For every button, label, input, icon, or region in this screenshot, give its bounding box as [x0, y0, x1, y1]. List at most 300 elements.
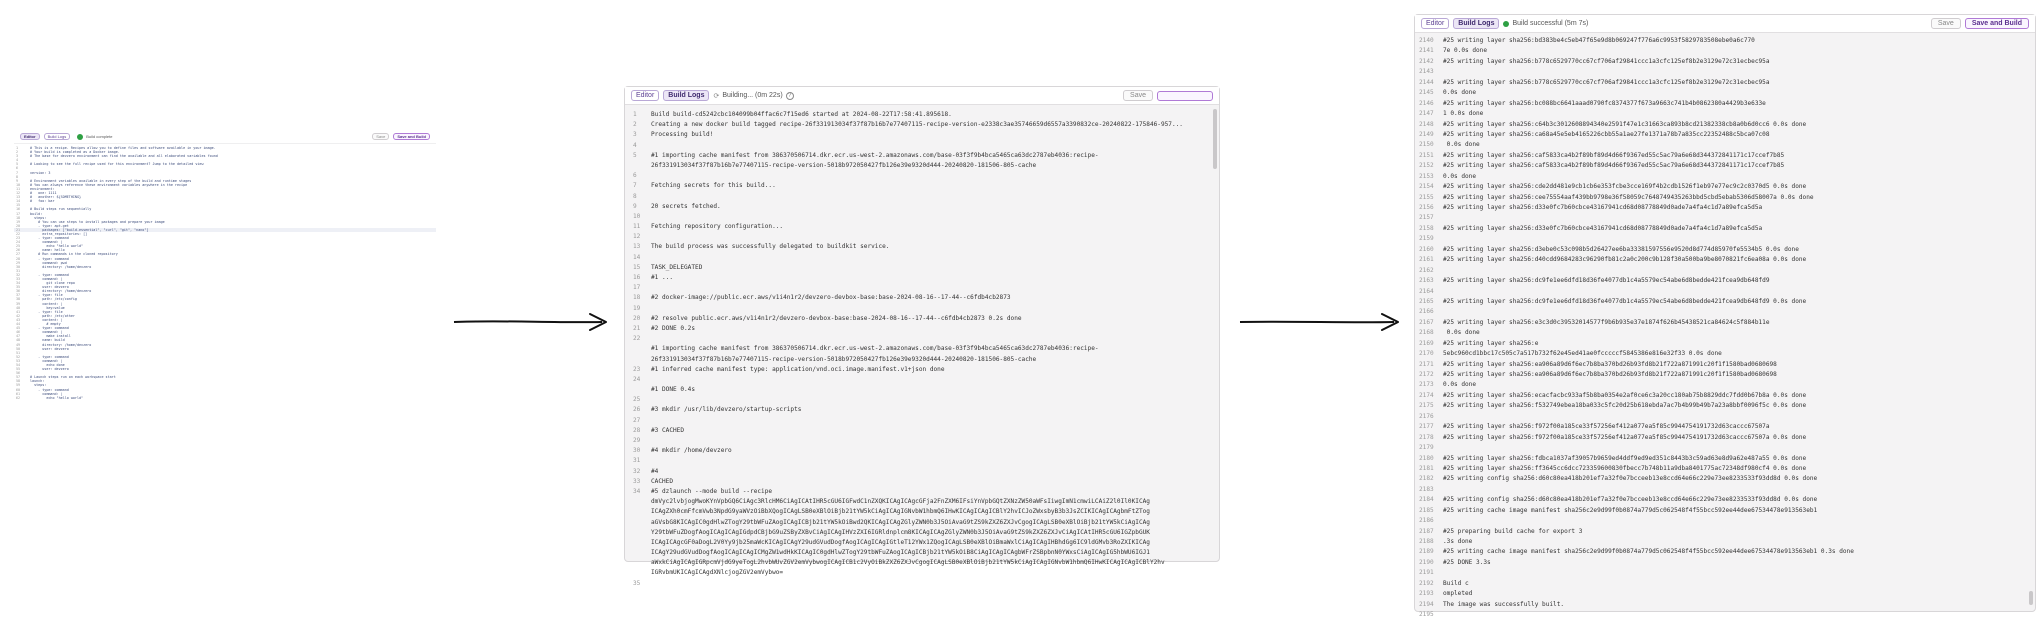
line-text: steps:: [30, 383, 47, 388]
line-text: 7e 0.0s done: [1443, 47, 1488, 55]
line-number: 24: [16, 240, 21, 245]
line-number: 2194: [1419, 600, 1434, 608]
log-line: [625, 304, 1219, 314]
line-number: 13: [633, 243, 641, 251]
log-line: [625, 558, 1219, 568]
line-text: #25 writing config sha256:d60c80ea418b201ef7a32f0e7bcceeb13e8ccd64e66c229e73ee8233533f93dd8d 0.0s done: [1443, 475, 1818, 483]
line-number: 30: [16, 264, 21, 269]
line-text: #25 DONE 3.3s: [1443, 558, 1491, 566]
tab-build-logs[interactable]: Build Logs: [44, 133, 71, 140]
line-text: #25 writing layer sha256:e3c3d0c39532014577f9b6b935e37e1874f626b45438521ca84624c5f884b11e: [1443, 318, 1770, 326]
line-text: steps:: [30, 215, 47, 220]
line-number: 2178: [1419, 433, 1434, 441]
line-number: 25: [16, 244, 21, 249]
log-line: [625, 548, 1219, 558]
info-icon[interactable]: ?: [786, 92, 794, 100]
line-text: #1 importing cache manifest from 386370506714.dkr.ecr.us-west-2.amazonaws.com/base-03f3f9b4bca5465ca63dc2787eb4036:recipe-: [651, 345, 1099, 353]
log-line: [1415, 360, 2035, 370]
recipe-code-editor[interactable]: [14, 146, 436, 512]
line-number: 19: [16, 219, 21, 224]
log-line: [625, 242, 1219, 252]
save-button[interactable]: Save: [1123, 90, 1153, 101]
log-line: [1415, 193, 2035, 203]
line-text: build:: [30, 211, 43, 216]
line-number: 41: [16, 309, 21, 314]
line-number: 2148: [1419, 120, 1434, 128]
line-number: 53: [16, 358, 21, 363]
line-number: 31: [16, 268, 21, 273]
log-line: [625, 161, 1219, 171]
line-number: [625, 385, 651, 395]
log-line: [1415, 600, 2035, 610]
line-number: 47: [16, 334, 21, 339]
line-number: 17: [16, 211, 21, 216]
line-number: [625, 497, 651, 507]
line-number: 2158: [1419, 224, 1434, 232]
line-text: Y29tbWFuZDogfAogICAgICAgIGdpdCBjbG9uZSByZXBvCiAgICAgIHVzZXI6IGRldnplcm8KICAgICAgZGlyZWN0b3J5OiAvaG9tZS9kZXZ6ZXJvCiAgICAtIHR5cGU6IGZpbGUK: [651, 528, 1150, 536]
line-text: #3 mkdir /usr/lib/devzero/startup-scripts: [651, 406, 802, 414]
line-number: 6: [633, 172, 637, 180]
line-number: 20: [633, 314, 641, 322]
line-number: 38: [16, 297, 21, 302]
line-text: 0.0s done: [1443, 381, 1477, 389]
line-number: 48: [16, 338, 21, 343]
line-number: 37: [16, 293, 21, 298]
log-line: [1415, 255, 2035, 265]
line-text: directory: /home/devzero: [30, 264, 92, 269]
line-text: #25 writing layer sha256:fdbca1037af39057b9659ed4ddf9ed9ed351c8443b3c59ad63e8d9a62e487a55 0.0s done: [1443, 454, 1807, 462]
log-line: [625, 253, 1219, 263]
arrow-right-icon: [1238, 310, 1404, 334]
line-number: 21: [16, 227, 21, 232]
line-number: 2179: [1419, 444, 1434, 452]
log-line: [1415, 140, 2035, 150]
line-number: 29: [633, 437, 641, 444]
log-line: [1415, 380, 2035, 390]
log-line: [625, 120, 1219, 130]
line-number: 2175: [1419, 402, 1434, 410]
line-text: 0.0s done: [1443, 172, 1477, 180]
line-number: 2172: [1419, 371, 1434, 378]
line-number: 2190: [1419, 558, 1434, 566]
line-text: command: |: [30, 358, 63, 363]
line-number: 21: [633, 324, 641, 332]
line-text: #25 writing layer sha256:b778c6529770cc67cf706af29841ccc1a3cfc125ef8b2e3129e72c31ecbec95a: [1443, 57, 1770, 65]
line-number: 2153: [1419, 172, 1434, 180]
line-text: 0.0s done: [1443, 89, 1477, 97]
log-line: [625, 375, 1219, 385]
log-line: [1415, 213, 2035, 223]
save-and-build-button[interactable]: Save and Build: [1965, 18, 2029, 29]
line-number: 14: [633, 253, 641, 261]
line-text: #25 writing layer sha256:f532749ebea18ba033c5fc20d25b618ebda7ac7b4b99b49b7a23a8bbf0096f5c 0.0s done: [1443, 402, 1807, 410]
line-text: # Your build is completed as a Docker image.: [30, 150, 120, 155]
log-line: [1415, 318, 2035, 328]
log-line: [1415, 370, 2035, 380]
line-number: 2165: [1419, 297, 1434, 305]
line-number: [625, 518, 651, 528]
line-number: 5: [633, 151, 637, 159]
line-text: aGVsbG8KICAgIC0gdHlwZTogY29tbWFuZAogICAgICBjb21tYW5kOiBwd2QKICAgICAgZGlyZWN0b3J5OiAvaG9tZS9kZXZ6ZXJvCgogICAgLSB0eXBlOiBjb21tYW5kCiAgICAg: [651, 518, 1150, 526]
log-line: [625, 405, 1219, 415]
line-text: # another: ${SOMETHING}: [30, 195, 82, 200]
build-log-output[interactable]: [625, 105, 1219, 587]
build-status: [74, 134, 115, 140]
scrollbar[interactable]: [2029, 591, 2033, 605]
log-line: [1415, 391, 2035, 401]
line-number: [625, 538, 651, 548]
tab-build-logs[interactable]: Build Logs: [1453, 18, 1499, 29]
line-number: 58: [16, 379, 21, 384]
line-number: 2140: [1419, 37, 1434, 44]
line-text: #25 writing layer sha256:d3ebe0c53c098b5d26427ee6ba33381597556e9520d8d774d85970fe5534b5 0.0s done: [1443, 245, 1799, 253]
line-text: - type: command: [30, 326, 69, 331]
line-text: #25 writing cache image manifest sha256c2e9d99f0b0874a779d5c062548f4f55bcc592ee44dee67534478e913563eb1 0.3s done: [1443, 548, 1854, 556]
log-line: [625, 385, 1219, 395]
line-text: command: |: [30, 277, 63, 281]
line-text: CACHED: [651, 477, 674, 485]
line-text: # empty: [30, 322, 61, 327]
line-text: echo done: [30, 362, 65, 367]
line-text: #25 writing layer sha256:ecacfacbc933af5b8ba0354e2af0ce6c3a20cc180ab75b8829ddc7fdd0b67b8a 0.0s done: [1443, 391, 1807, 399]
log-line: [1415, 57, 2035, 67]
line-text: #25 writing cache image manifest sha256c2e9d99f0b0874a779d5c062548f4f55bcc592ee44dee67534478e913563eb1: [1443, 506, 1818, 514]
line-number: 3: [16, 154, 19, 159]
log-line: [625, 212, 1219, 222]
line-number: 2: [633, 121, 637, 129]
line-text: version: 3: [30, 170, 51, 175]
line-text: The image was successfully built.: [1443, 600, 1565, 608]
line-text: #25 writing layer sha256:caf5833ca4b2f89bf89d4d66f9367ed55c5ac79a6e68d344372841171c17ccef7b85: [1443, 162, 1785, 170]
line-text: # Launch steps run on each workspace start: [30, 375, 116, 380]
line-text: - type: command: [30, 387, 69, 392]
line-text: #2 docker-image://public.ecr.aws/v1i4n1r2/devzero-devbox-base:base-2024-08-16--17-44--c6fdb4cb2873: [651, 294, 1011, 302]
line-text: #25 writing layer sha256:dc9fe1ee6dfd18d36fe4077db1c4a5579ec54abe6d8bedde421fcea9db648fd9 0.0s done: [1443, 297, 1807, 305]
line-text: make install: [30, 334, 71, 339]
log-line: [625, 477, 1219, 487]
log-line: [1415, 339, 2035, 349]
line-text: ICAgICAgcGF0aDogL2V0Yy9jb25maWcKICAgICAgY29udGVudDogfAogICAgICAgIGtleT12YWx1ZQogICAgLSB0eXBlOiBmaWxlCiAgICAgIHBhdGg6IC9ldGMvb3RoZXIKICAg: [651, 538, 1150, 546]
line-text: #25 writing layer sha256:ff3645cc6dcc723359600830fbecc7b748b11a9dba8401775ac72348df980cf4 0.0s done: [1443, 464, 1807, 472]
save-button[interactable]: Save: [372, 133, 389, 140]
line-number: 2185: [1419, 506, 1434, 514]
line-number: 2171: [1419, 360, 1434, 368]
line-text: Build c: [1443, 579, 1469, 587]
line-text: #3 CACHED: [651, 426, 685, 434]
log-line: [625, 528, 1219, 538]
line-number: 5: [16, 162, 19, 167]
line-number: 2189: [1419, 548, 1434, 556]
line-number: 2: [16, 150, 19, 155]
line-number: 20: [16, 223, 21, 228]
line-text: #25 writing layer sha256:cde2dd481e9cb1cb6e353fcbe3cce169f4b2cdb1526f1eb97e77ec9c2c0370d5 0.0s done: [1443, 183, 1807, 191]
line-number: [625, 558, 651, 568]
tab-editor[interactable]: Editor: [631, 90, 659, 101]
line-number: 2191: [1419, 569, 1434, 577]
log-line: [1415, 172, 2035, 182]
log-line: [1415, 36, 2035, 46]
line-text: #25 writing layer sha256:ca68a45e5eb4165226cbb55a1ae27fe1371a78b7a835cc22352488c5bca07c08: [1443, 130, 1770, 138]
line-number: 4: [633, 141, 637, 149]
line-text: Fetching repository configuration...: [651, 223, 784, 231]
line-text: #2 resolve public.ecr.aws/v1i4n1r2/devzero-devbox-base:base-2024-08-16--17-44--c6fdb4cb2873 0.2s done: [651, 314, 1022, 322]
line-text: extra_repositories: []: [30, 231, 88, 236]
log-line: [1415, 276, 2035, 286]
log-line: [1415, 151, 2035, 161]
log-line: [625, 579, 1219, 589]
line-number: 8: [16, 174, 19, 179]
line-text: user: devzero: [30, 346, 69, 351]
log-line: [1415, 433, 2035, 443]
line-number: 2149: [1419, 130, 1434, 138]
line-number: 2159: [1419, 235, 1434, 243]
line-number: 44: [16, 322, 21, 327]
log-line: [1415, 412, 2035, 422]
line-number: 12: [633, 233, 641, 241]
line-text: #25 writing layer sha256:f972f00a185ce33f57256ef412a077ea5f85c9944754191732d63caccc67507a 0.0s done: [1443, 433, 1807, 441]
log-line: [625, 365, 1219, 375]
log-line: [625, 293, 1219, 303]
tab-editor[interactable]: Editor: [1421, 18, 1449, 29]
log-line: [625, 232, 1219, 242]
save-button[interactable]: Save: [1931, 18, 1961, 29]
line-number: 28: [16, 256, 21, 261]
line-text: dmVyc2lvbjogMwoKYnVpbGQ6CiAgc3RlcHM6CiAgICAtIHR5cGU6IGFwdC1nZXQKICAgICAgcGFja2FnZXM6IFsiYnVpbGQtZXNzZW50aWFsIiwgImN1cmwiLCAiZ2l0Il0KICAg: [651, 498, 1150, 506]
line-number: [625, 161, 651, 171]
log-line: [625, 497, 1219, 507]
line-number: 2184: [1419, 496, 1434, 504]
line-number: 2168: [1419, 329, 1434, 337]
line-text: command: |: [30, 330, 63, 335]
line-text: #25 writing layer sha256:cee75554aaf439bb9798e36f58059c7648749435263bbd5cbd5ebab5306d58007a 0.0s done: [1443, 193, 1814, 201]
line-number: 22: [633, 335, 641, 343]
line-text: - type: apt-get: [30, 223, 69, 228]
line-number: 2186: [1419, 517, 1434, 525]
line-number: 2169: [1419, 339, 1434, 347]
log-line: [625, 324, 1219, 334]
line-number: 2142: [1419, 57, 1434, 65]
log-line: [1415, 182, 2035, 192]
log-line: [625, 202, 1219, 212]
line-text: path: /etc/other: [30, 313, 75, 318]
line-number: 11: [16, 186, 21, 191]
line-number: 2151: [1419, 151, 1434, 159]
line-number: 55: [16, 367, 21, 372]
log-line: [1415, 120, 2035, 130]
log-line: [1415, 422, 2035, 432]
line-number: 2174: [1419, 391, 1434, 399]
line-text: #4: [651, 467, 659, 475]
build-logs-complete-panel: [1414, 14, 2036, 619]
line-text: #25 writing layer sha256:bd383be4c5eb47f65e9d8b069247f776a6c9953f5829783508ebe0a6c770: [1443, 37, 1755, 44]
line-text: # This is a recipe. Recipes allow you to define files and software available in your image.: [30, 146, 216, 150]
line-number: 43: [16, 317, 21, 322]
line-number: 26: [633, 406, 641, 414]
line-number: 2173: [1419, 381, 1434, 389]
log-line: [1415, 589, 2035, 599]
line-number: 28: [633, 426, 641, 434]
log-line: [625, 446, 1219, 456]
line-number: 12: [16, 191, 21, 196]
line-number: 13: [16, 195, 21, 200]
log-line: [1415, 516, 2035, 526]
line-text: echo "hello world": [30, 395, 84, 400]
line-text: - type: command: [30, 256, 69, 261]
line-number: 25: [633, 396, 641, 404]
line-number: 2162: [1419, 266, 1434, 274]
line-number: 2195: [1419, 611, 1434, 619]
build-status-text: Build complete: [86, 134, 113, 139]
save-and-build-button[interactable]: [1157, 91, 1213, 101]
log-line: [1415, 99, 2035, 109]
line-text: ICAgY29udGVudDogfAogICAgICAgICMgZW1wdHkKICAgIC0gdHlwZTogY29tbWFuZAogICAgICBjb21tYW5kOiB8CiAgICAgICAgbWFrZSBpbnN0YWxsCiAgICAgIG5hbWU6IGJ1: [651, 549, 1150, 557]
line-text: command: |: [30, 391, 63, 396]
log-line: [625, 395, 1219, 405]
line-number: 56: [16, 371, 21, 376]
tab-build-logs[interactable]: Build Logs: [663, 90, 709, 101]
line-number: 35: [633, 579, 641, 587]
log-line: [625, 334, 1219, 344]
line-number: 51: [16, 350, 21, 355]
tab-editor[interactable]: Editor: [20, 133, 40, 140]
log-line: [625, 568, 1219, 578]
line-number: 11: [633, 223, 641, 231]
line-text: 1 0.0s done: [1443, 110, 1484, 118]
line-number: 2145: [1419, 89, 1434, 97]
line-text: #1 DONE 0.4s: [651, 386, 696, 394]
line-text: - type: command: [30, 354, 69, 359]
line-number: 2166: [1419, 308, 1434, 316]
line-number: 32: [16, 272, 21, 277]
log-line: [1415, 485, 2035, 495]
log-line: [625, 110, 1219, 120]
log-line: [625, 538, 1219, 548]
buildlog-toolbar: [625, 87, 1219, 105]
line-text: user: devzero: [30, 285, 69, 290]
log-line: [1415, 328, 2035, 338]
line-text: Processing build!: [651, 131, 714, 139]
log-line: [1415, 67, 2035, 77]
save-and-build-button[interactable]: Save and Build: [393, 133, 430, 140]
build-log-output[interactable]: [1415, 33, 2035, 619]
line-text: Fetching secrets for this build...: [651, 182, 776, 190]
log-line: [1415, 464, 2035, 474]
line-number: 2152: [1419, 162, 1434, 170]
final-toolbar: [1415, 15, 2035, 33]
line-number: 2161: [1419, 256, 1434, 264]
line-text: launch:: [30, 379, 45, 384]
line-text: Creating a new docker build tagged recipe-26f331913034f37f87b16b7e77407115-recipe-version-e2338c3ae35746659d6557a3390832ce-20240822-175846-957...: [651, 121, 1183, 129]
log-line: [625, 222, 1219, 232]
line-number: 2150: [1419, 141, 1434, 149]
line-number: 62: [16, 395, 21, 400]
build-status: [1503, 20, 1588, 27]
line-number: 22: [16, 231, 21, 236]
build-status-text: Build successful (5m 7s): [1512, 20, 1589, 27]
log-line: [625, 344, 1219, 354]
line-text: # Environment variables available in every step of the build and runtime stages: [30, 178, 192, 183]
line-text: # Build steps run sequentially: [30, 207, 92, 212]
line-number: 50: [16, 346, 21, 351]
line-number: 16: [16, 207, 21, 212]
line-number: 27: [633, 416, 641, 424]
line-number: 2170: [1419, 350, 1434, 358]
line-number: 2146: [1419, 99, 1434, 107]
line-text: #25 writing layer sha256:b778c6529770cc67cf706af29841ccc1a3cfc125ef8b2e3129e72c31ecbec95a: [1443, 78, 1770, 86]
line-text: #25 writing layer sha256:dc9fe1ee6dfd18d36fe4077db1c4a5579ec54abe6d8bedde421fcea9db648fd9: [1443, 277, 1770, 285]
line-number: 59: [16, 383, 21, 388]
line-text: #25 writing layer sha256:e: [1443, 339, 1539, 347]
line-text: 5ebc960cd1bbc17c505c7a517b732f62e45ed41ae0fcccccf5845386e816e32f33 0.0s done: [1443, 350, 1722, 358]
line-number: 2192: [1419, 579, 1434, 587]
line-number: 35: [16, 285, 21, 290]
log-line: [1415, 349, 2035, 359]
log-line: [1415, 307, 2035, 317]
log-line: [14, 396, 436, 400]
line-number: 2187: [1419, 527, 1434, 535]
line-number: 9: [633, 202, 637, 210]
log-line: [1415, 46, 2035, 56]
log-line: [625, 355, 1219, 365]
line-number: 2176: [1419, 412, 1434, 420]
line-number: 42: [16, 313, 21, 318]
log-line: [625, 283, 1219, 293]
line-text: directory: /home/devzero: [30, 289, 92, 294]
line-number: 45: [16, 326, 21, 331]
line-number: 36: [16, 289, 21, 294]
line-text: #5 dzlaunch --mode build --recipe: [651, 487, 773, 495]
line-number: 2143: [1419, 68, 1434, 76]
line-text: echo "hello world": [30, 244, 84, 249]
build-logs-panel: [624, 86, 1220, 587]
line-number: [625, 344, 651, 354]
log-line: [1415, 547, 2035, 557]
log-line: [1415, 297, 2035, 307]
line-text: - type: command: [30, 236, 69, 241]
log-line: [1415, 506, 2035, 516]
line-text: 0.0s done: [1443, 329, 1480, 337]
line-text: #2 DONE 0.2s: [651, 324, 696, 332]
line-number: 23: [16, 236, 21, 241]
line-text: directory: /home/devzero: [30, 342, 92, 347]
line-number: 10: [16, 182, 21, 187]
line-text: IGRvbmUKICAgICAgdXNlcjogZGV2emVybwo=: [651, 569, 784, 577]
line-number: 54: [16, 362, 21, 367]
line-number: 23: [633, 365, 641, 373]
log-line: [1415, 495, 2035, 505]
line-text: # Run commands in the cloned repository: [30, 252, 118, 257]
line-number: 4: [16, 158, 19, 163]
line-number: 26: [16, 248, 21, 253]
line-number: 1: [633, 111, 637, 118]
log-line: [1415, 266, 2035, 276]
line-number: 60: [16, 387, 21, 392]
line-number: 2163: [1419, 277, 1434, 285]
line-number: 34: [16, 281, 21, 286]
line-text: #25 writing layer sha256:ea906a89d6f6ec7b8ba370bd26b93fd8b21f722a871991c20f1f1580bad0680698: [1443, 360, 1777, 368]
line-number: 2144: [1419, 78, 1434, 86]
scrollbar[interactable]: [1213, 109, 1217, 169]
log-line: [625, 141, 1219, 151]
log-line: [625, 467, 1219, 477]
log-line: [1415, 568, 2035, 578]
line-text: # foo: bar: [30, 199, 55, 204]
log-line: [1415, 537, 2035, 547]
log-line: [1415, 88, 2035, 98]
log-line: [1415, 245, 2035, 255]
line-text: # Looking to see the full recipe used for this environment? Jump to the detailed view: [30, 162, 204, 167]
line-number: 8: [633, 192, 637, 200]
